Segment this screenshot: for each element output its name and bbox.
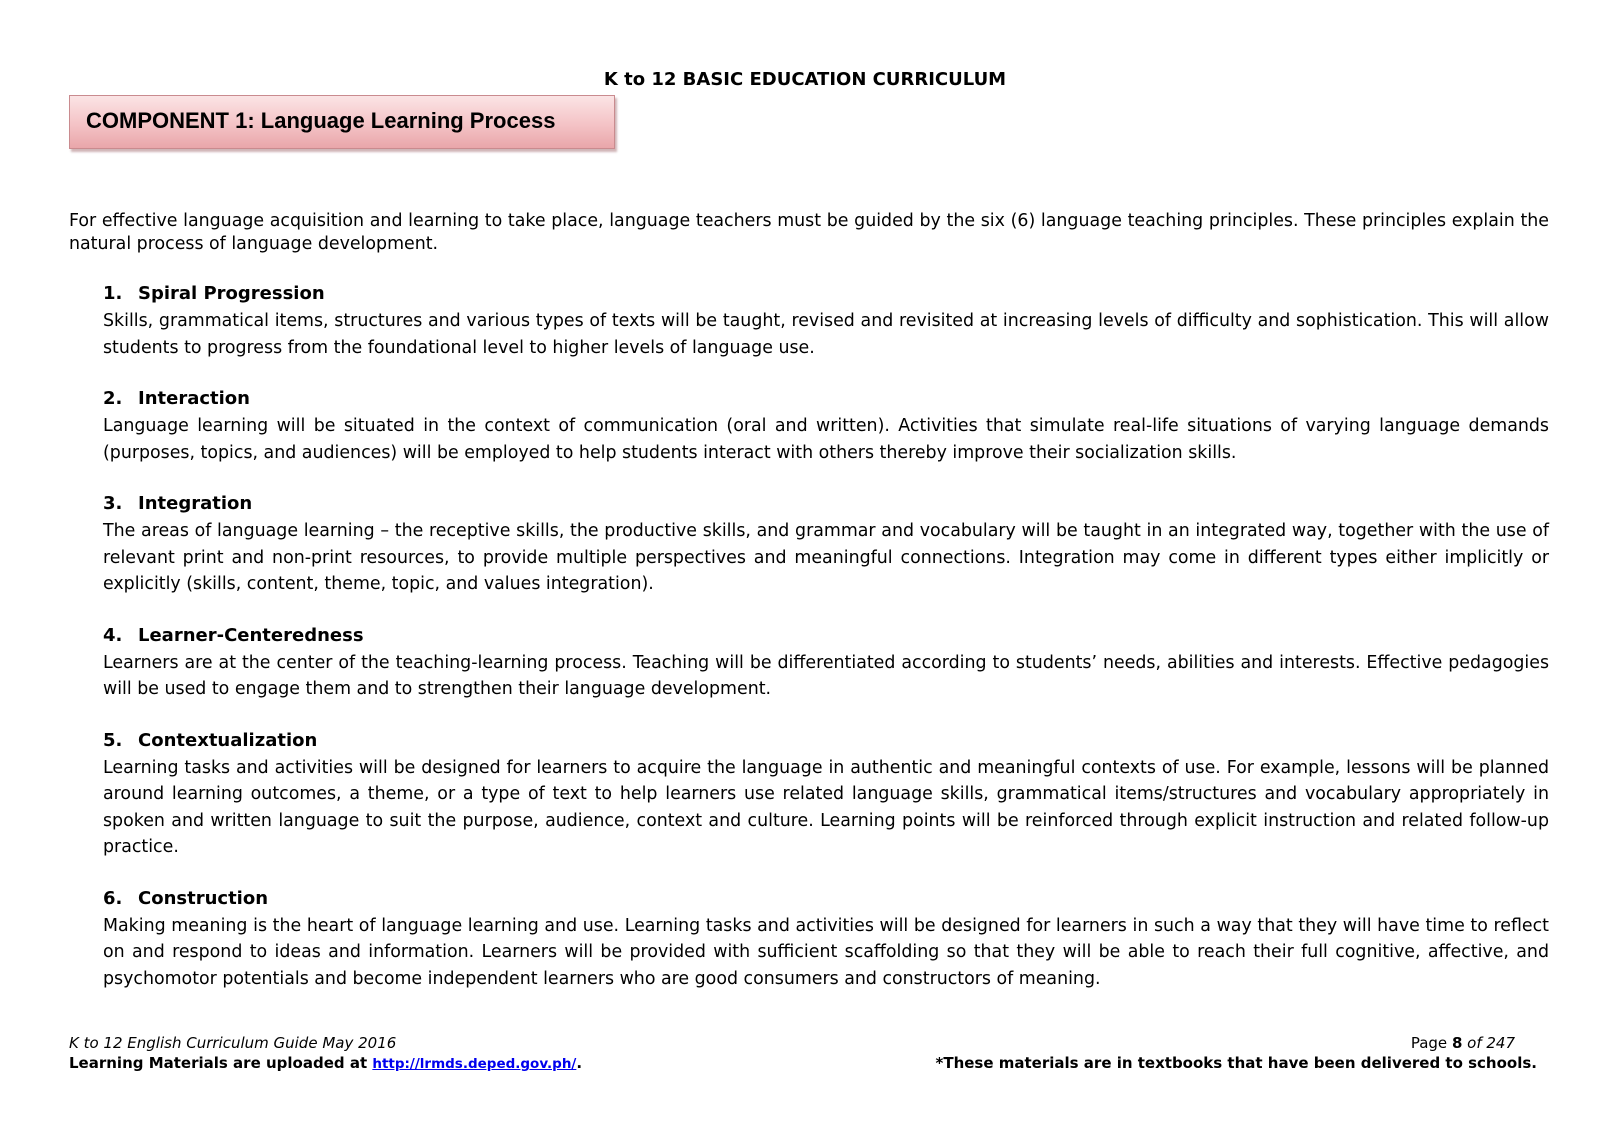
principle-body: Skills, grammatical items, structures and various types of texts will be taught, revised and revisited at increasing levels of difficulty and sophistication. This will allow students to progress from the foundational level to higher levels of language use. [103, 311, 1549, 358]
principle-number: 6. [103, 887, 123, 909]
principle-number: 2. [103, 388, 123, 409]
principle-item [103, 729, 1549, 861]
intro-paragraph: For effective language acquisition and learning to take place, language teachers must be guided by the six (6) language teaching principles. These principles explain the natural process of language development. [69, 211, 1549, 254]
principle-number: 1. [103, 283, 123, 304]
document-header: K to 12 BASIC EDUCATION CURRICULUM [603, 69, 1007, 90]
page-label: Page [1410, 1034, 1452, 1052]
principle-number: 5. [103, 729, 123, 751]
principle-body: The areas of language learning – the receptive skills, the productive skills, and grammar and vocabulary will be taught in an integrated way, together with the use of relevant print and non-print resources, to provide multiple perspectives and meaningful connections. Integration may come in different types either implicitly or explicitly (skills, content, theme, topic, and values integration). [103, 521, 1549, 594]
principle-item [103, 492, 1549, 598]
component-title-box [69, 95, 615, 149]
footer-guide-title: K to 12 English Curriculum Guide May 2016 [69, 1034, 397, 1052]
principle-heading [103, 729, 1549, 753]
footer-uploaded-text: Learning Materials are uploaded at [69, 1054, 373, 1072]
principle-number: 3. [103, 493, 123, 514]
principle-heading [103, 492, 1549, 516]
component-title: COMPONENT 1: Language Learning Process [86, 108, 556, 133]
principles-list [103, 282, 1549, 1018]
principle-number: 4. [103, 624, 123, 646]
principle-title: Interaction [138, 388, 250, 409]
principle-heading [103, 887, 1549, 911]
principle-body: Learners are at the center of the teaching-learning process. Teaching will be differentiated according to students’ needs, abilities and interests. Effective pedagogies will be used to engage them and to strengthen their language development. [103, 652, 1549, 699]
principle-title: Contextualization [138, 729, 318, 751]
principle-heading [103, 282, 1549, 306]
principle-item [103, 887, 1549, 993]
principle-heading [103, 624, 1549, 648]
principle-title: Integration [138, 493, 253, 514]
footer-uploaded-period: . [576, 1054, 583, 1072]
principle-item [103, 282, 1549, 361]
page-total: of 247 [1462, 1034, 1515, 1052]
principle-item [103, 624, 1549, 703]
principle-body: Learning tasks and activities will be designed for learners to acquire the language in authentic and meaningful contexts of use. For example, lessons will be planned around learning outcomes, a theme, or a type of text to help learners use related language skills, grammatical items/structures and vocabulary appropriately in spoken and written language to suit the purpose, audience, context and culture. Learning points will be reinforced through explicit instruction and related follow-up practice. [103, 757, 1549, 857]
footer-note: *These materials are in textbooks that have been delivered to schools. [935, 1054, 1537, 1072]
principle-title: Spiral Progression [138, 283, 325, 304]
principle-title: Learner-Centeredness [138, 624, 364, 646]
principle-body: Making meaning is the heart of language learning and use. Learning tasks and activities will be designed for learners in such a way that they will have time to reflect on and respond to ideas and information. Learners will be provided with sufficient scaffolding so that they will be able to reach their full cognitive, affective, and psychomotor potentials and become independent learners who are good consumers and constructors of meaning. [103, 915, 1549, 989]
footer-right [936, 1033, 1538, 1073]
principle-heading [103, 387, 1549, 411]
page-number: 8 [1451, 1034, 1463, 1052]
lrmds-link[interactable]: http://lrmds.deped.gov.ph/ [372, 1056, 577, 1072]
footer-uploaded-line [69, 1053, 582, 1074]
page-indicator [936, 1033, 1538, 1053]
principle-title: Construction [138, 887, 269, 909]
principle-item [103, 387, 1549, 466]
footer-left [69, 1033, 582, 1074]
principle-body: Language learning will be situated in the context of communication (oral and written). Activities that simulate real-life situations of varying language demands (purposes, topics, and audiences) will be employed to help students interact with others thereby improve their socialization skills. [103, 416, 1549, 463]
